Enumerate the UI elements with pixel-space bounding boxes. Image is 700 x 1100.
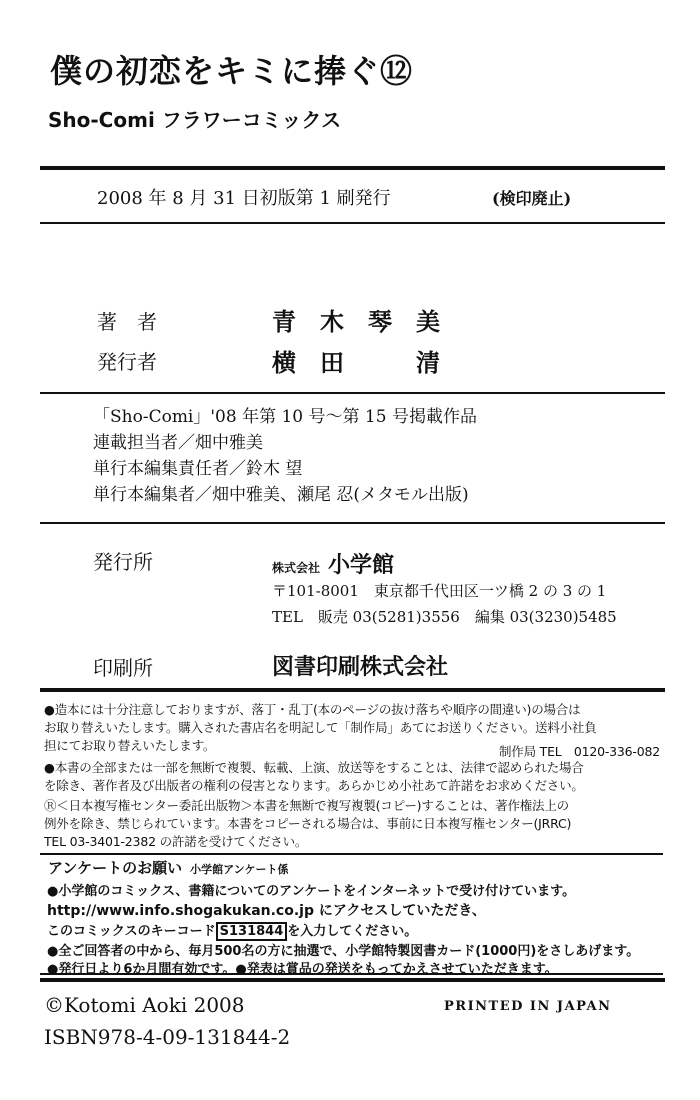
notice-line: 担にてお取り替えいたします。: [44, 738, 216, 753]
printer-name: 図書印刷株式会社: [272, 655, 449, 680]
divider-credits: [40, 392, 665, 394]
notice-line: ●本書の全部または一部を無断で複製、転載、上演、放送等をすることは、法律で認められた場合: [44, 760, 584, 775]
survey-title-text: アンケートのお願い: [48, 859, 183, 877]
editorial-line: 連載担当者／畑中雅美: [93, 433, 263, 453]
issuer-address: 〒101-8001 東京都千代田区一ツ橋 2 の 3 の 1: [272, 582, 607, 600]
divider-date: [40, 222, 665, 224]
survey-line: ●小学館のコミックス、書籍についてのアンケートをインターネットで受け付けています。: [47, 884, 576, 899]
editorial-line: 「Sho-Comi」'08 年第 10 号～第 15 号掲載作品: [93, 407, 477, 427]
series-label: Sho-Comi フラワーコミックス: [48, 108, 342, 132]
publisher-person-name: 横 田 清: [272, 349, 440, 377]
survey-code-line: [47, 920, 417, 939]
survey-subtitle: 小学館アンケート係: [190, 863, 289, 876]
survey-line: ●発行日より6か月間有効です。●発表は賞品の発送をもってかえさせていただきます。: [47, 962, 558, 977]
notice-line: ●造本には十分注意しておりますが、落丁・乱丁(本のページの抜け落ちや順序の間違い)の場合は: [44, 702, 581, 717]
company-name: 小学館: [328, 553, 395, 578]
notice-line: 例外を除き、禁じられています。本書をコピーされる場合は、事前に日本複写権センター(JRRC): [44, 816, 572, 831]
editorial-line: 単行本編集責任者／鈴木 望: [93, 459, 303, 479]
copyright: ©Kotomi Aoki 2008: [44, 993, 245, 1017]
author-label: 著 者: [97, 310, 157, 334]
survey-code-suffix: を入力してください。: [287, 924, 418, 939]
seal-note: (検印廃止): [492, 189, 572, 208]
issuer-label: 発行所: [93, 550, 153, 574]
printer-label: 印刷所: [93, 656, 153, 680]
divider-editorial: [40, 522, 665, 524]
survey-url-line: http://www.info.shogakukan.co.jp にアクセスしていただき、: [47, 903, 486, 919]
notice-line: お取り替えいたします。購入された書店名を明記して「制作局」あてにお送りください。送料小社負: [44, 720, 597, 735]
printed-in-japan: PRINTED IN JAPAN: [444, 999, 612, 1014]
production-tel: 制作局 TEL 0120-336-082: [498, 744, 660, 759]
editorial-line: 単行本編集者／畑中雅美、瀬尾 忍(メタモル出版): [93, 485, 469, 505]
notice-line: Ⓡ＜日本複写権センター委託出版物＞本書を無断で複写複製(コピー)することは、著作権法上の: [44, 798, 569, 813]
issuer-tel: TEL 販売 03(5281)3556 編集 03(3230)5485: [272, 608, 617, 626]
divider-notices: [40, 688, 665, 692]
publication-date: 2008 年 8 月 31 日初版第 1 刷発行: [97, 188, 391, 209]
divider-top: [40, 166, 665, 170]
survey-line: ●全ご回答者の中から、毎月500名の方に抽選で、小学館特製図書カード(1000円)をさしあげます。: [47, 944, 640, 959]
publisher-person-label: 発行者: [97, 350, 157, 374]
notice-line: TEL 03-3401-2382 の許諾を受けてください。: [44, 834, 308, 849]
survey-code-prefix: このコミックスのキーコード: [47, 924, 216, 939]
author-name: 青 木 琴 美: [272, 308, 440, 336]
divider-footer: [40, 978, 665, 982]
key-code: S131844: [216, 922, 288, 941]
book-title: 僕の初恋をキミに捧ぐ⑫: [50, 52, 414, 90]
company-prefix: 株式会社: [272, 561, 321, 575]
issuer-company: [272, 548, 394, 579]
survey-title: [48, 857, 288, 878]
isbn: ISBN978-4-09-131844-2: [44, 1025, 291, 1049]
notice-line: を除き、著作者及び出版者の権利の侵害となります。あらかじめ小社あて許諾をお求めください。: [44, 778, 584, 793]
